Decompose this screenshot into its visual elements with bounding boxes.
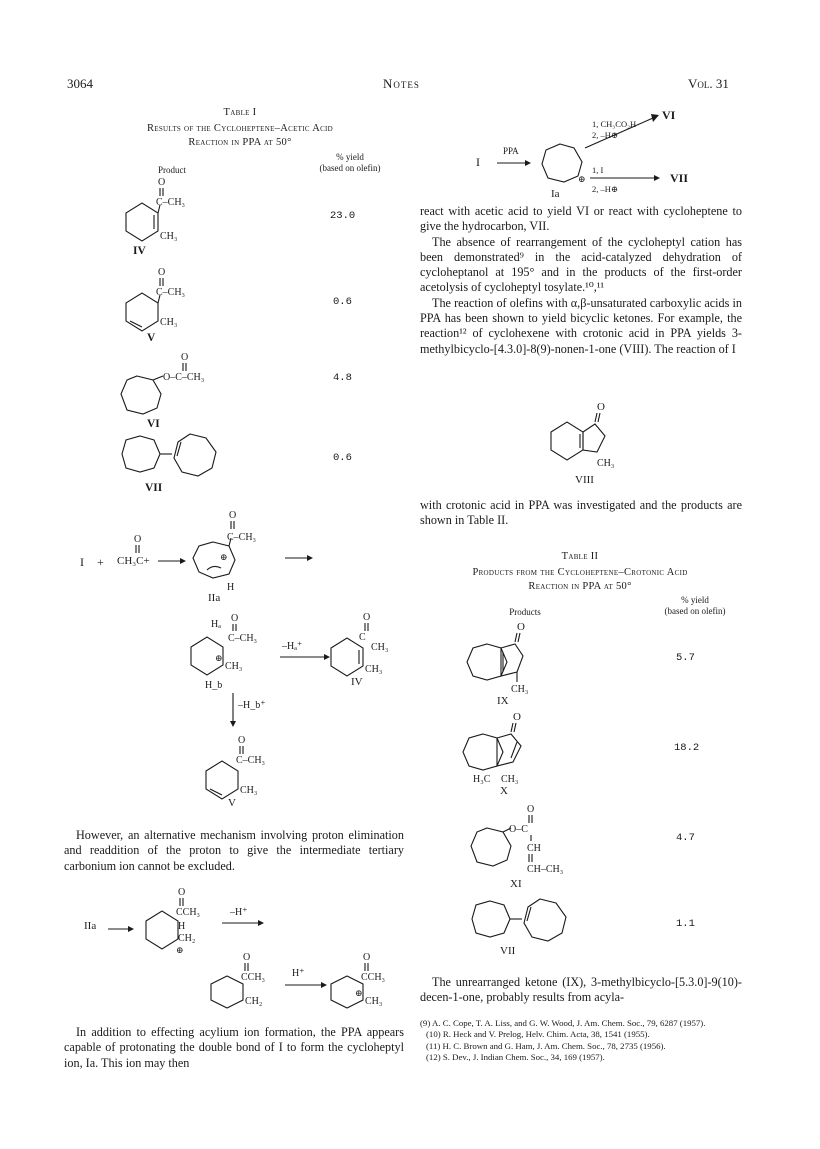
text-right-5: The unrearranged ketone (IX), 3-methylbicyclo-[5.3.0]-9(10)-decen-1-one, probably results from acyla- [420, 975, 742, 1005]
table1-title: Table I [223, 107, 257, 118]
svg-text:C–CH₃: C–CH₃ [236, 755, 266, 766]
table2-yield-XI: 4.7 [676, 832, 695, 844]
reference-9: (9) A. C. Cope, T. A. Liss, and G. W. Wood, J. Am. Chem. Soc., 79, 6287 (1957). [420, 1018, 706, 1028]
svg-text:CH₃: CH₃ [160, 317, 178, 328]
table1-col-yield: % yield [336, 152, 364, 162]
scheme-upper-cond-1: 1, CH₃CO₂H [592, 119, 637, 129]
svg-text:H: H [227, 582, 235, 593]
structure-IIa-2 [140, 885, 230, 960]
structure-VII-table2 [470, 895, 590, 945]
arrow-5 [222, 918, 266, 928]
structure-VI [115, 350, 265, 415]
text-right-3: The reaction of olefins with α,β-unsaturated carboxylic acids in PPA has been shown to yield bicyclic ketones. For example, the reaction¹² of cyclohexene with crotonic acid in PPA yields 3-methylbicyclo-[4.3.0]-8(9)-nonen-1-one (VIII). The reaction of I [420, 295, 742, 356]
scheme-arrow-ppa [497, 158, 533, 168]
volume-label: Vol. 31 [688, 76, 729, 91]
svg-text:⊕: ⊕ [355, 988, 363, 998]
mech-structure-V [200, 733, 290, 803]
structure-IIa [185, 508, 295, 598]
scheme-arrow-lower [590, 173, 664, 183]
mech-plus: + [97, 555, 104, 569]
reference-12: (12) S. Dev., J. Indian Chem. Soc., 34, 169 (1957). [426, 1052, 605, 1063]
structure-tertiary-cation [325, 950, 415, 1010]
text-right-2: The absence of rearrangement of the cycloheptyl cation has been demonstrated⁹ in the acid-catalyzed dehydration of cycloheptanol at 195° and in the products of the first-order acetolysis of cycloheptyl tosylate.¹⁰,¹¹ [420, 234, 742, 295]
svg-text:⊕: ⊕ [215, 653, 223, 663]
mech-label-IIa: IIa [208, 592, 221, 604]
svg-text:CH₃: CH₃ [365, 996, 383, 1007]
table2-label-XI: XI [510, 878, 522, 890]
svg-text:O: O [181, 352, 189, 363]
svg-text:O–C: O–C [509, 824, 528, 835]
svg-text:O–C–CH₃: O–C–CH₃ [163, 372, 205, 383]
table2-title: Table II [561, 551, 599, 562]
structure-VII [120, 430, 240, 480]
svg-text:Hₐ: Hₐ [211, 619, 221, 630]
svg-text:CCH₃: CCH₃ [241, 972, 266, 983]
table1-caption-line2: Reaction in PPA at 50° [188, 137, 292, 148]
acylium-carbonyl [130, 532, 150, 557]
svg-text:O: O [527, 804, 535, 815]
table2-label-X: X [500, 785, 508, 797]
svg-text:O: O [158, 267, 166, 278]
table2-label-VII: VII [500, 945, 516, 957]
reference-11: (11) H. C. Brown and G. Ham, J. Am. Chem. Soc., 78, 2735 (1956). [426, 1040, 666, 1051]
mech-minus-Ha: –Hₐ⁺ [282, 641, 303, 652]
svg-text:O: O [363, 612, 371, 623]
mech-label-V: V [228, 797, 236, 809]
text-right-4: with crotonic acid in PPA was investigated and the products are shown in Table II. [420, 498, 742, 528]
svg-text:CH₃: CH₃ [160, 231, 178, 242]
table2-caption-line2: Reaction in PPA at 50° [528, 581, 632, 592]
arrow-6 [285, 980, 329, 990]
paragraph-right-4 [420, 498, 742, 529]
svg-text:O: O [229, 510, 237, 521]
table1-yield-VII: 0.6 [333, 452, 352, 464]
svg-text:O: O [363, 952, 371, 963]
scheme-product-VI: VI [662, 108, 676, 122]
svg-text:C–CH₃: C–CH₃ [227, 532, 257, 543]
text-right-1: react with acetic acid to yield VI or react with cycloheptene to give the hydrocarbon, VII. [420, 204, 742, 234]
scheme-upper-cond-2: 2, –H⊕ [592, 130, 619, 140]
structure-IX [465, 620, 555, 695]
svg-text:C–CH₃: C–CH₃ [228, 633, 258, 644]
scheme-arrow-upper [585, 112, 665, 152]
svg-text:C–CH₃: C–CH₃ [156, 197, 186, 208]
svg-text:O: O [231, 613, 239, 624]
table2-col-yield: % yield [681, 595, 709, 605]
mech2-minus-H: –H⁺ [230, 907, 248, 918]
paragraph-right-5 [420, 975, 742, 1006]
svg-text:CH₂: CH₂ [245, 996, 263, 1007]
paragraph-alternative-mechanism [64, 828, 404, 874]
table1-caption-line1: Results of the Cycloheptene–Acetic Acid [146, 123, 334, 134]
table2-yield-IX: 5.7 [676, 652, 695, 664]
svg-text:H₃C: H₃C [473, 774, 491, 785]
label-VIII: VIII [575, 474, 594, 486]
svg-text:H: H [178, 921, 186, 932]
svg-text:CH₃: CH₃ [501, 774, 519, 785]
structure-X [465, 710, 555, 785]
structure-V [120, 265, 210, 335]
structure-VIII [545, 400, 635, 480]
arrow-2 [285, 553, 315, 563]
mech-structure-IV [325, 610, 415, 675]
mech2-IIa: IIa [84, 920, 97, 932]
structure-XI [465, 802, 585, 882]
scheme-lower-cond-2: 2, –H⊕ [592, 184, 619, 194]
structure-IV [120, 175, 210, 245]
table2-caption-line1: Products from the Cycloheptene–Crotonic Acid [472, 567, 688, 578]
arrow-4 [108, 924, 136, 934]
mech-minus-Hb: –H_b⁺ [238, 700, 266, 711]
structure-IIa-Ha-Hb [185, 615, 275, 690]
paragraph-right-1 [420, 204, 742, 357]
table1-yield-V: 0.6 [333, 296, 352, 308]
table1-yield-VI: 4.8 [333, 372, 352, 384]
running-header: Notes [383, 76, 420, 91]
reference-10: (10) R. Heck and V. Prelog, Helv. Chim. Acta, 38, 1541 (1955). [426, 1029, 650, 1040]
table2-col-product: Products [509, 607, 541, 617]
svg-text:H_b: H_b [205, 680, 223, 691]
svg-text:CCH₃: CCH₃ [361, 972, 386, 983]
table2-yield-X: 18.2 [674, 742, 700, 754]
svg-text:CCH₃: CCH₃ [176, 907, 201, 918]
svg-text:CH₃: CH₃ [365, 664, 383, 675]
table2-yield-VII: 1.1 [676, 918, 695, 930]
table1-label-VII: VII [145, 482, 163, 494]
page-number: 3064 [67, 76, 93, 91]
svg-text:C: C [359, 632, 366, 643]
structure-exo-methylene [205, 950, 295, 1010]
mech-acylium: CH₃C+ [117, 555, 150, 567]
svg-text:⊕: ⊕ [578, 174, 586, 184]
table1-label-IV: IV [133, 245, 146, 257]
scheme-lower-cond-1: 1, I [592, 165, 604, 175]
svg-text:CH₃: CH₃ [511, 684, 529, 695]
text-left-bottom: In addition to effecting acylium ion formation, the PPA appears capable of protonating the double bond of I to form the cycloheptyl ion, Ia. This ion may then [64, 1025, 404, 1070]
mech-reactant-I: I [80, 555, 84, 569]
mech2-plus-H: H⁺ [292, 968, 305, 979]
svg-text:O: O [517, 621, 525, 633]
svg-text:O: O [158, 177, 166, 188]
svg-text:O: O [243, 952, 251, 963]
svg-text:CH₂: CH₂ [178, 933, 196, 944]
svg-text:CH₃: CH₃ [225, 661, 243, 672]
svg-text:CH: CH [527, 843, 541, 854]
svg-text:O: O [178, 887, 186, 898]
svg-text:O: O [513, 711, 521, 723]
svg-text:O: O [597, 401, 605, 413]
table2-col-yield-basis: (based on olefin) [664, 606, 726, 616]
references [420, 1018, 742, 1064]
svg-text:O: O [238, 735, 246, 746]
svg-text:CH₃: CH₃ [240, 785, 258, 796]
svg-text:CH₃: CH₃ [597, 458, 615, 469]
table1-yield-IV: 23.0 [330, 210, 356, 222]
mech-label-IV: IV [351, 676, 363, 688]
table1-label-V: V [147, 332, 156, 344]
scheme-reagent: PPA [503, 146, 519, 156]
table1-col-yield-basis: (based on olefin) [319, 163, 381, 173]
table2-label-IX: IX [497, 695, 509, 707]
arrow-down [228, 693, 238, 729]
svg-text:CH–CH₃: CH–CH₃ [527, 864, 564, 875]
arrow-1 [158, 556, 188, 566]
table1-col-product: Product [158, 165, 186, 175]
svg-text:⊕: ⊕ [220, 552, 228, 562]
scheme-start-I: I [476, 155, 480, 169]
table1-label-VI: VI [147, 418, 160, 430]
scheme-label-Ia: Ia [551, 188, 560, 200]
svg-text:CH₃: CH₃ [371, 642, 389, 653]
scheme-product-VII: VII [670, 171, 689, 185]
text-left-mid: However, an alternative mechanism involving proton elimination and readdition of the proton to give the intermediate tertiary carbonium ion cannot be excluded. [64, 828, 404, 873]
paragraph-acylium [64, 1025, 404, 1071]
svg-text:⊕: ⊕ [176, 945, 184, 955]
svg-text:O: O [134, 534, 142, 545]
svg-text:C–CH₃: C–CH₃ [156, 287, 186, 298]
